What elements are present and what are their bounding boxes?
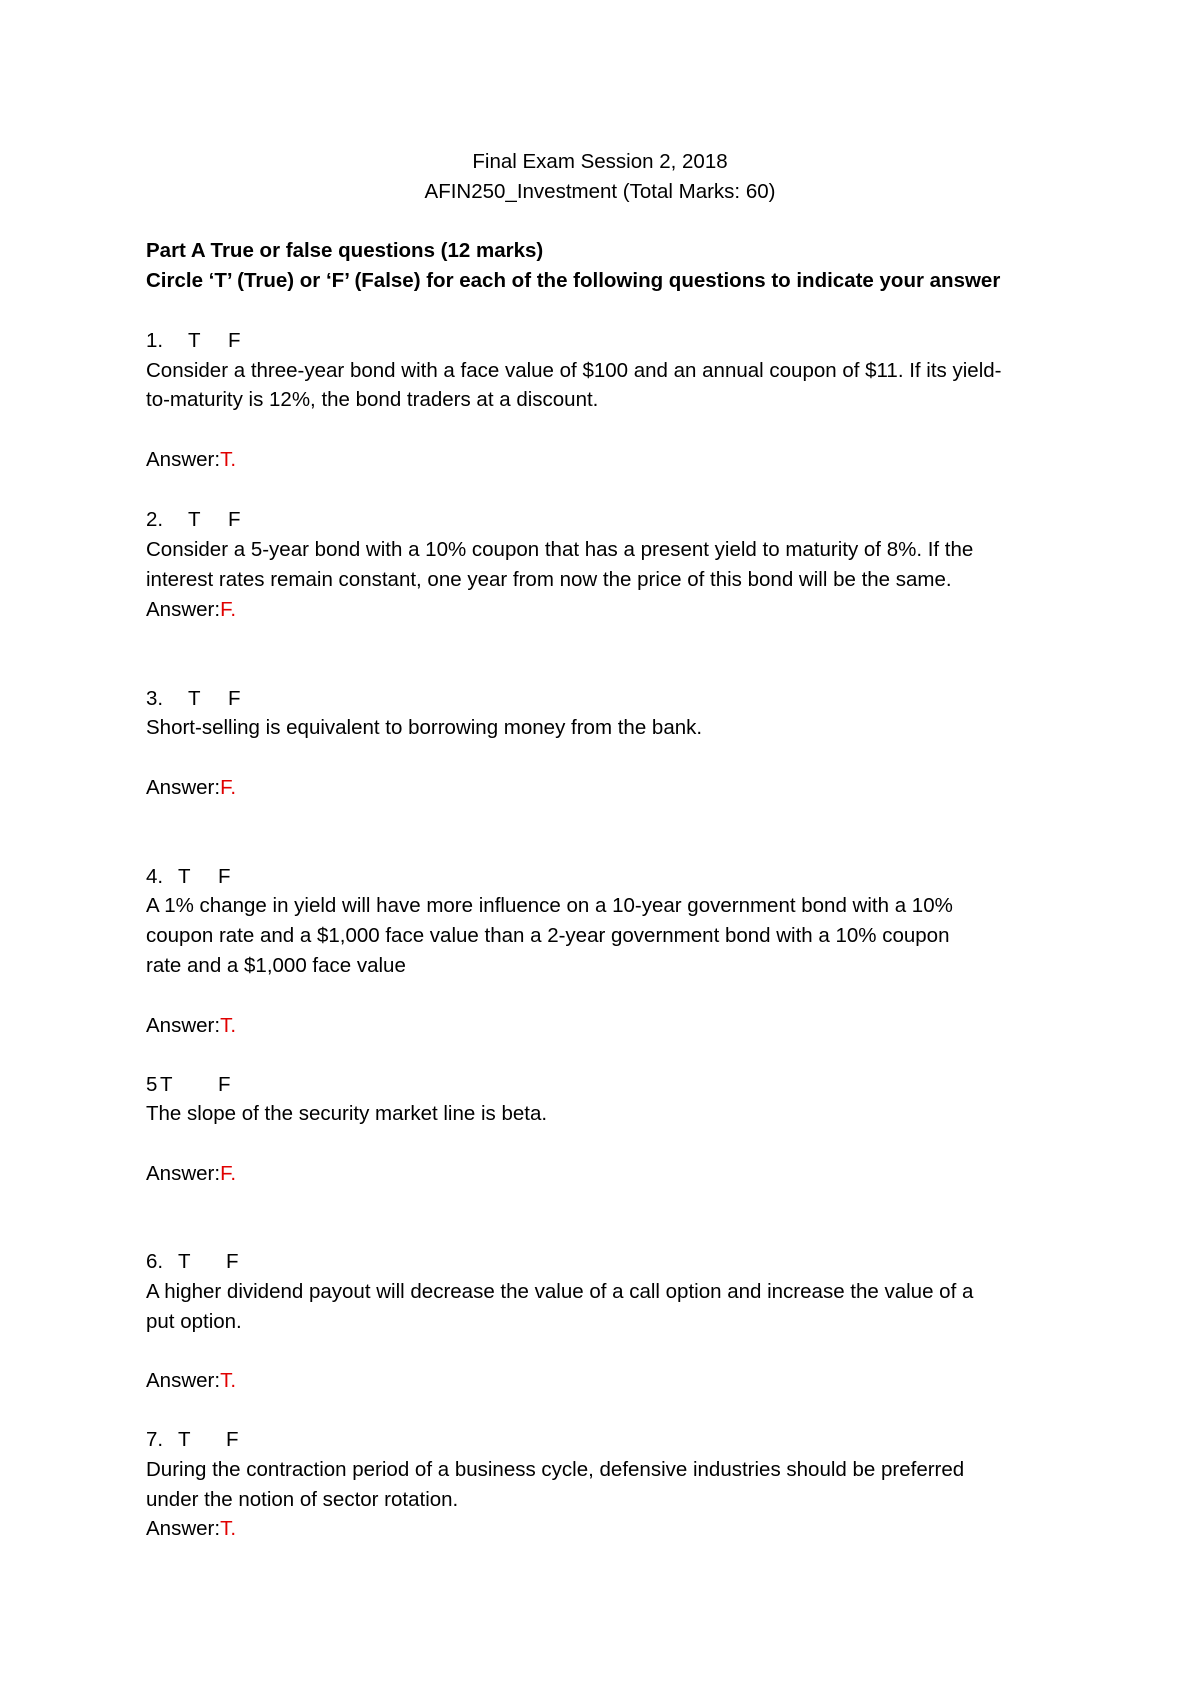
question-4-text-line-1: A 1% change in yield will have more influence on a 10-year government bond with a 10%	[146, 894, 953, 917]
question-6-answer	[146, 1366, 1086, 1396]
answer-label: Answer:	[146, 1014, 221, 1037]
question-2-answer	[146, 595, 1086, 625]
question-7-number: 7.	[146, 1428, 164, 1451]
part-a-instruction: Circle ‘T’ (True) or ‘F’ (False) for each of the following questions to indicate your answer	[146, 269, 1001, 292]
question-7-text-line-2: under the notion of sector rotation.	[146, 1488, 459, 1511]
question-6-option-t[interactable]: T	[178, 1250, 191, 1273]
question-3-options	[146, 684, 1086, 714]
question-3-answer	[146, 773, 1086, 803]
question-4-answer	[146, 1011, 1086, 1041]
question-2-answer-value: F.	[220, 598, 237, 621]
answer-label: Answer:	[146, 1517, 221, 1540]
question-3-option-t[interactable]: T	[188, 687, 201, 710]
question-1-option-t[interactable]: T	[188, 329, 201, 352]
question-5-text-line-1: The slope of the security market line is beta.	[146, 1102, 548, 1125]
question-7-option-f[interactable]: F	[226, 1428, 239, 1451]
question-1-text-line-2: to-maturity is 12%, the bond traders at a discount.	[146, 388, 599, 411]
question-3-number: 3.	[146, 687, 164, 710]
question-7-answer-value: T.	[220, 1517, 237, 1540]
question-6-options	[146, 1247, 1086, 1277]
question-2-option-f[interactable]: F	[228, 508, 241, 531]
question-5-option-f[interactable]: F	[218, 1073, 231, 1096]
question-1-number: 1.	[146, 329, 164, 352]
answer-label: Answer:	[146, 1369, 221, 1392]
question-4-options	[146, 862, 1086, 892]
answer-label: Answer:	[146, 1162, 221, 1185]
question-6-text-line-2: put option.	[146, 1310, 242, 1333]
exam-subtitle: AFIN250_Investment (Total Marks: 60)	[424, 180, 776, 203]
question-3-text-line-1: Short-selling is equivalent to borrowing money from the bank.	[146, 716, 703, 739]
question-5-answer	[146, 1159, 1086, 1189]
question-2-options	[146, 505, 1086, 535]
question-5-options	[146, 1070, 1086, 1100]
question-4-option-f[interactable]: F	[218, 865, 231, 888]
question-4-answer-value: T.	[220, 1014, 237, 1037]
question-4-text-line-3: rate and a $1,000 face value	[146, 954, 406, 977]
question-1-answer	[146, 445, 1086, 475]
question-4-text-line-2: coupon rate and a $1,000 face value than a 2-year government bond with a 10% coupon	[146, 924, 950, 947]
answer-label: Answer:	[146, 598, 221, 621]
question-6-option-f[interactable]: F	[226, 1250, 239, 1273]
question-5-answer-value: F.	[220, 1162, 237, 1185]
question-4-option-t[interactable]: T	[178, 865, 191, 888]
part-a-heading: Part A True or false questions (12 marks)	[146, 239, 544, 262]
answer-label: Answer:	[146, 776, 221, 799]
question-7-option-t[interactable]: T	[178, 1428, 191, 1451]
question-1-options	[146, 326, 1086, 356]
question-2-number: 2.	[146, 508, 164, 531]
question-3-option-f[interactable]: F	[228, 687, 241, 710]
question-4-number: 4.	[146, 865, 164, 888]
question-6-text-line-1: A higher dividend payout will decrease the value of a call option and increase the value of a	[146, 1280, 974, 1303]
answer-label: Answer:	[146, 448, 221, 471]
question-2-option-t[interactable]: T	[188, 508, 201, 531]
question-2-text-line-1: Consider a 5-year bond with a 10% coupon that has a present yield to maturity of 8%. If the	[146, 538, 974, 561]
question-3-answer-value: F.	[220, 776, 237, 799]
question-6-answer-value: T.	[220, 1369, 237, 1392]
question-7-text-line-1: During the contraction period of a business cycle, defensive industries should be preferred	[146, 1458, 965, 1481]
question-1-answer-value: T.	[220, 448, 237, 471]
question-7-options	[146, 1425, 1086, 1455]
exam-title: Final Exam Session 2, 2018	[472, 150, 728, 173]
question-5-number: 5	[146, 1073, 158, 1096]
question-1-option-f[interactable]: F	[228, 329, 241, 352]
question-6-number: 6.	[146, 1250, 164, 1273]
question-5-option-t[interactable]: T	[160, 1073, 173, 1096]
question-2-text-line-2: interest rates remain constant, one year from now the price of this bond will be the same.	[146, 568, 952, 591]
question-7-answer	[146, 1514, 1086, 1544]
question-1-text-line-1: Consider a three-year bond with a face value of $100 and an annual coupon of $11. If its yield-	[146, 359, 1002, 382]
